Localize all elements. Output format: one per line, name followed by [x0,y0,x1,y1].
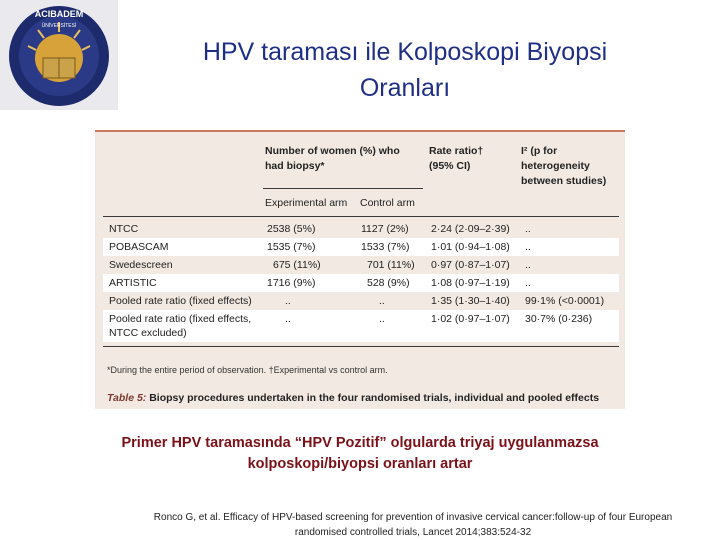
biopsy-table-figure [95,130,625,409]
table-row [103,274,619,292]
subheader-control: Control arm [360,197,415,209]
row-experimental: 675 (11%) [273,259,321,271]
table-bottom-rule [103,346,619,347]
header-rate-line-1: Rate ratio† [429,145,484,157]
header-het-line-3: between studies) [521,175,607,187]
row-name: ARTISTIC [109,277,157,289]
row-heterogeneity: .. [525,241,531,253]
row-name-line-2: NTCC excluded) [109,327,187,339]
table-row [103,220,619,238]
title-line-2: Oranları [359,74,451,102]
row-heterogeneity: .. [525,259,531,271]
row-name: POBASCAM [109,241,169,253]
table-top-rule [103,216,619,217]
row-rate-ratio: 0·97 (0·87–1·07) [431,259,510,271]
row-rate-ratio: 1·01 (0·94–1·08) [431,241,510,253]
svg-text:ÜNİVERSİTESİ: ÜNİVERSİTESİ [41,23,77,29]
row-control: .. [379,313,385,325]
row-name: Pooled rate ratio (fixed effects) [109,295,252,307]
table-row [103,256,619,274]
table-caption [107,392,599,404]
finding-line-2: kolposkopi/biyopsi oranları artar [247,456,473,472]
citation-line-1: Ronco G, et al. Efficacy of HPV-based screening for prevention of invasive cervical cancer:follow-up of four European [153,512,673,523]
citation [118,510,708,540]
row-name: Swedescreen [109,259,173,271]
header-rate-line-2: (95% CI) [429,160,471,172]
row-control: 1533 (7%) [361,241,410,253]
header-women-line-2: had biopsy* [265,160,325,172]
row-control: 701 (11%) [367,259,415,271]
caption-text: Biopsy procedures undertaken in the four randomised trials, individual and pooled effects [149,392,600,404]
row-heterogeneity: 99·1% (<0·0001) [525,295,605,307]
header-divider [263,188,423,189]
row-control: .. [379,295,385,307]
citation-line-2: randomised controlled trials, Lancet 2014;383:524-32 [294,527,532,538]
header-rate-ratio [429,144,483,174]
row-control: 528 (9%) [367,277,410,289]
header-women-biopsy [265,144,400,174]
title-line-1: HPV taraması ile Kolposkopi Biyopsi [202,38,608,66]
table-row [103,238,619,256]
university-logo [0,0,118,110]
subheader-experimental: Experimental arm [265,197,348,209]
row-rate-ratio: 1·08 (0·97–1·19) [431,277,510,289]
row-experimental: 2538 (5%) [267,223,316,235]
row-heterogeneity: .. [525,277,531,289]
key-finding [100,433,620,475]
row-name-line-1: Pooled rate ratio (fixed effects, [109,313,252,325]
row-rate-ratio: 1·35 (1·30–1·40) [431,295,510,307]
slide-title [120,34,690,106]
row-heterogeneity: 30·7% (0·236) [525,313,593,325]
row-experimental: 1716 (9%) [267,277,316,289]
row-experimental: .. [285,295,291,307]
caption-label: Table 5: [107,392,147,404]
row-rate-ratio: 2·24 (2·09–2·39) [431,223,510,235]
table-row [103,292,619,310]
row-rate-ratio: 1·02 (0·97–1·07) [431,313,510,325]
row-experimental: .. [285,313,291,325]
row-control: 1127 (2%) [361,223,409,235]
acibadem-crest-icon [0,0,118,110]
row-heterogeneity: .. [525,223,531,235]
svg-text:ACIBADEM: ACIBADEM [34,9,84,19]
header-het-line-1: I² (p for [521,145,558,157]
header-heterogeneity [521,144,606,189]
header-het-line-2: heterogeneity [521,160,590,172]
finding-line-1: Primer HPV taramasında “HPV Pozitif” olgularda triyaj uygulanmazsa [121,435,599,451]
table-row [103,310,619,342]
row-name [109,312,251,340]
row-name: NTCC [109,223,139,235]
row-experimental: 1535 (7%) [267,241,316,253]
header-women-line-1: Number of women (%) who [265,145,400,157]
table-footnote: *During the entire period of observation. †Experimental vs control arm. [107,365,388,375]
